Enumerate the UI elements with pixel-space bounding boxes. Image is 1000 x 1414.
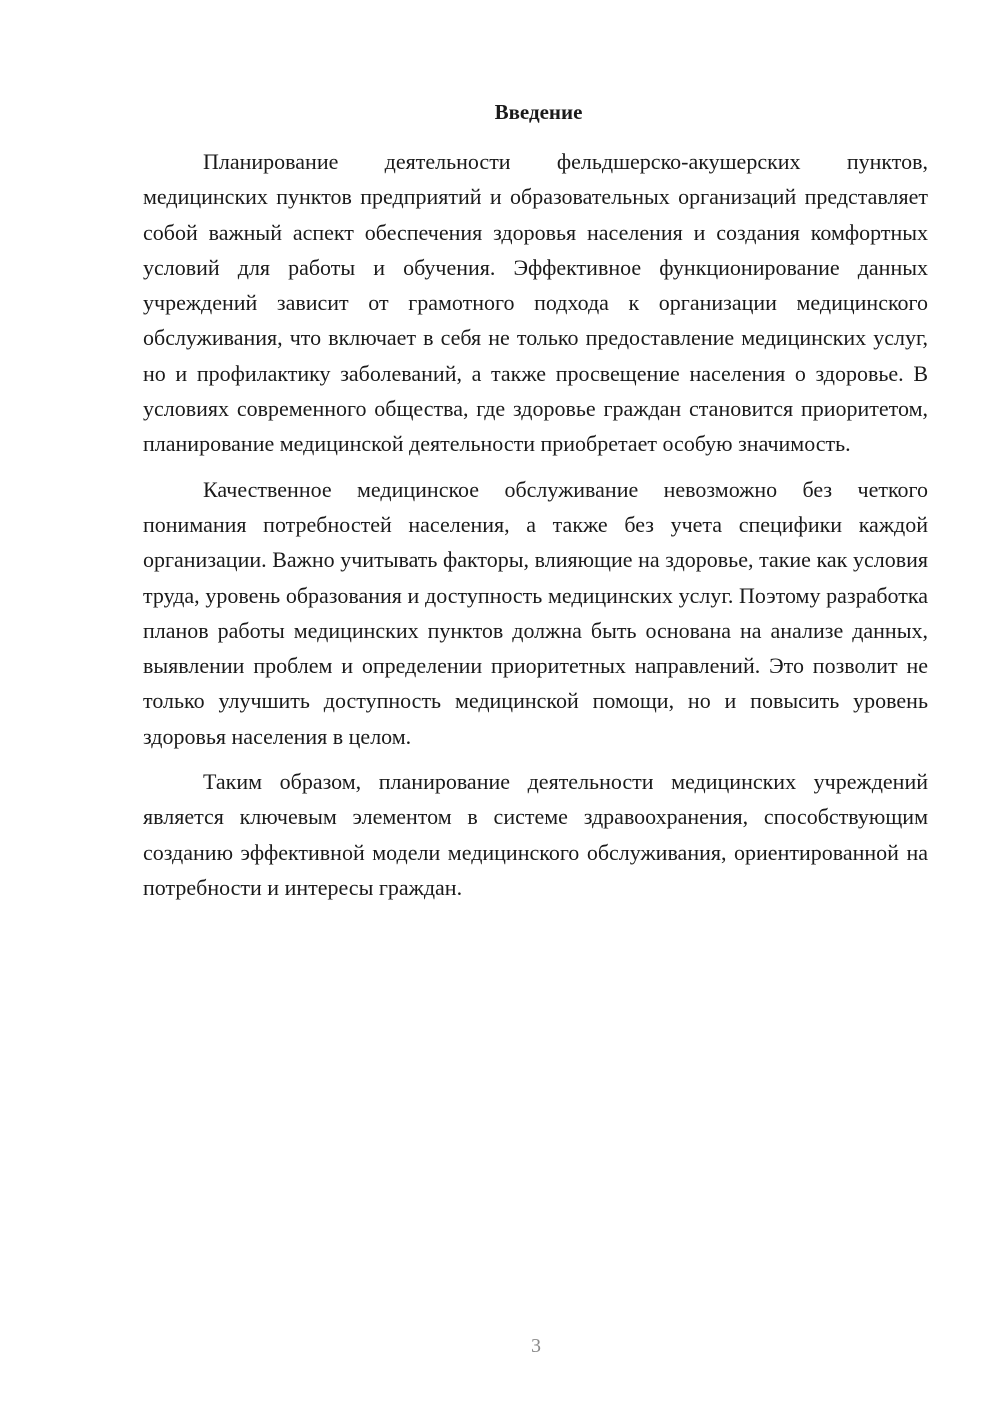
page-number: 3 xyxy=(531,1335,541,1357)
paragraph-conclusion: Таким образом, планирование деятельности медицинских учреждений является ключевым элементом в системе здравоохранения, способствующим созданию эффективной модели медицинского обслуживания, ориентированной на потребности и интересы граждан. xyxy=(143,769,928,900)
body-text xyxy=(143,144,928,905)
section-heading: Введение xyxy=(494,100,583,124)
paragraph-planning: Планирование деятельности фельдшерско-акушерских пунктов, медицинских пунктов предприятий и образовательных организаций представляет собой важный аспект обеспечения здоровья населения и создания комфортных условий для работы и обучения. Эффективное функционирование данных учреждений зависит от грамотного подхода к организации медицинского обслуживания, что включает в себя не только предоставление медицинских услуг, но и профилактику заболеваний, а также просвещение населения о здоровье. В условиях современного общества, где здоровье граждан становится приоритетом, планирование медицинской деятельности приобретает особую значимость. xyxy=(143,149,928,457)
paragraph-quality-care: Качественное медицинское обслуживание невозможно без четкого понимания потребностей населения, а также без учета специфики каждой организации. Важно учитывать факторы, влияющие на здоровье, такие как условия труда, уровень образования и доступность медицинских услуг. Поэтому разработка планов работы медицинских пунктов должна быть основана на анализе данных, выявлении проблем и определении приоритетных направлений. Это позволит не только улучшить доступность медицинской помощи, но и повысить уровень здоровья населения в целом. xyxy=(143,476,928,749)
